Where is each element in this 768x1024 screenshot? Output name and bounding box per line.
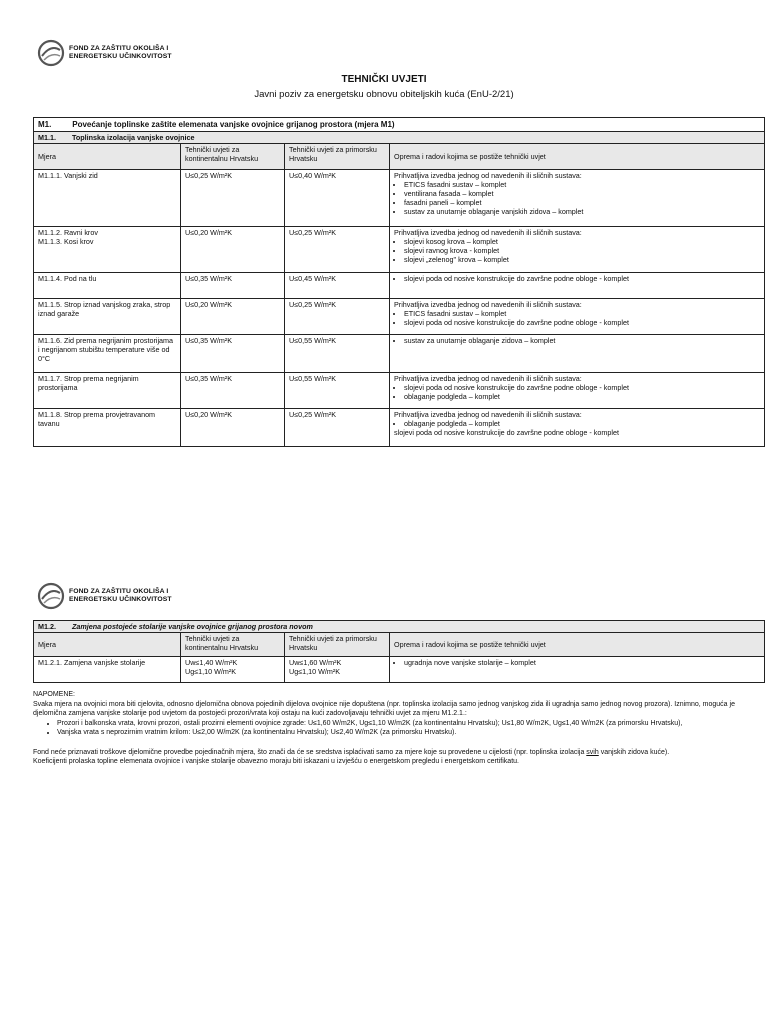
notes-paragraph: Svaka mjera na ovojnici mora biti cjelovita, odnosno djelomična obnova pojedinih dijelova ovojnice nije dopuštena (npr. toplinska izolacija samo jednog vanjskog zida ili ugradnja samo jednog novog prozora). Iznimno, moguća je djelomična zamjena vanjske stolarije pod uvjetom da postojeći prozori/vrata koji ostaju na kući zadovoljavaju tehnički uvjet za mjeru M1.2.1.: [33,700,735,717]
row-mjera [34,227,181,273]
row-oprema [390,409,765,447]
list-item: • oblaganje podgleda – komplet [404,419,760,428]
row-oprema [390,657,765,683]
row-intro: Prihvatljiva izvedba jednog od navedenih ili sličnih sustava: [394,374,582,383]
table-row [34,227,765,273]
list-item: • slojevi poda od nosive konstrukcije do završne podne obloge - komplet [404,318,760,327]
row-prim: U≤0,40 W/m²K [285,170,390,227]
row-oprema [390,299,765,335]
row-kont-line: Uw≤1,40 W/m²K [185,658,238,667]
row-prim: U≤0,25 W/m²K [285,409,390,447]
logo-line-1: FOND ZA ZAŠTITU OKOLIŠA I [69,587,169,595]
m12-table [33,620,765,683]
list-item: • slojevi ravnog krova - komplet [404,246,760,255]
table-row [34,335,765,373]
title-block [0,74,768,100]
list-item: • ventilirana fasada – komplet [404,189,760,198]
row-oprema [390,273,765,299]
row-prim: U≤0,25 W/m²K [285,299,390,335]
m12-title: Zamjena postojeće stolarije vanjske ovojnice grijanog prostora novom [72,622,313,631]
col-header-mjera: Mjera [34,144,181,170]
table-header-row [34,633,765,657]
notes-paragraph: Koeficijenti prolaska topline elemenata ovojnice i vanjske stolarije obavezno moraju biti iskazani u izvješću o energetskom pregledu i energetskom certifikatu. [33,758,519,765]
fund-logo [36,581,172,611]
table-row [34,657,765,683]
notes-bullet: • Prozori i balkonska vrata, krovni prozori, ostali prozirni elementi ovojnice zgrade: U≤1,60 W/m2K, Ug≤1,10 W/m2K (za kontinentalnu Hrvatsku); U≤1,80 W/m2K, Ug≤1,40 W/m2K (za primorsku Hrvatsku), [57,719,764,729]
table-row [34,273,765,299]
col-header-kont: Tehnički uvjeti za kontinentalnu Hrvatsku [181,144,285,170]
m11-code: M1.1. [38,133,56,142]
list-item: • slojevi kosog krova – komplet [404,237,760,246]
table-row [34,170,765,227]
list-item: • slojevi poda od nosive konstrukcije do završne podne obloge - komplet [404,383,760,392]
col-header-mjera: Mjera [34,633,181,657]
notes-paragraph [33,748,764,758]
list-item: • ETICS fasadni sustav – komplet [404,309,760,318]
row-mjera: M1.1.4. Pod na tlu [34,273,181,299]
row-kont-line: Ug≤1,10 W/m²K [185,667,237,676]
row-prim-line: Ug≤1,10 W/m²K [289,667,341,676]
list-item: • sustav za unutarnje oblaganje zidova – komplet [404,336,760,345]
logo-line-2: ENERGETSKU UČINKOVITOST [69,53,172,60]
row-mjera: M1.1.5. Strop iznad vanjskog zraka, strop iznad garaže [34,299,181,335]
row-kont: U≤0,35 W/m²K [181,373,285,409]
m1-title: Povećanje toplinske zaštite elemenata vanjske ovojnice grijanog prostora (mjera M1) [72,120,395,129]
col-header-oprema: Oprema i radovi kojima se postiže tehnički uvjet [390,633,765,657]
col-header-prim: Tehnički uvjeti za primorsku Hrvatsku [285,633,390,657]
list-item: • ETICS fasadni sustav – komplet [404,180,760,189]
m1-code: M1. [38,120,52,129]
row-mjera: M1.2.1. Zamjena vanjske stolarije [34,657,181,683]
row-mjera: M1.1.7. Strop prema negrijanim prostorijama [34,373,181,409]
fund-emblem-icon [36,38,66,68]
logo-line-1: FOND ZA ZAŠTITU OKOLIŠA I [69,44,169,52]
col-header-oprema: Oprema i radovi kojima se postiže tehnički uvjet [390,144,765,170]
col-header-kont: Tehnički uvjeti za kontinentalnu Hrvatsku [181,633,285,657]
list-item: • fasadni paneli – komplet [404,198,760,207]
notes-text: Fond neće priznavati troškove djelomične provedbe pojedinačnih mjera, što znači da će se sredstva isplaćivati samo za mjere koje su provedene u cijelosti (npr. toplinska izolacija [33,748,587,756]
row-prim: U≤0,45 W/m²K [285,273,390,299]
table-row [34,299,765,335]
col-header-prim: Tehnički uvjeti za primorsku Hrvatsku [285,144,390,170]
table-row [34,373,765,409]
row-kont [181,657,285,683]
notes-section [33,690,764,767]
list-item: • sustav za unutarnje oblaganje vanjskih zidova – komplet [404,207,760,216]
page-subtitle: Javni poziv za energetsku obnovu obiteljskih kuća (EnU-2/21) [254,89,514,100]
row-prim-line: Uw≤1,60 W/m²K [289,658,342,667]
row-mjera: M1.1.8. Strop prema provjetravanom tavanu [34,409,181,447]
notes-heading: NAPOMENE: [33,691,76,698]
notes-underlined: svih [586,748,599,756]
row-prim: U≤0,25 W/m²K [285,227,390,273]
list-item: • oblaganje podgleda – komplet [404,392,760,401]
row-outro: slojevi poda od nosive konstrukcije do završne podne obloge - komplet [394,428,619,437]
list-item: • slojevi „zelenog" krova – komplet [404,255,760,264]
row-kont: U≤0,20 W/m²K [181,409,285,447]
logo-line-2: ENERGETSKU UČINKOVITOST [69,596,172,603]
page-title: TEHNIČKI UVJETI [341,74,427,85]
row-prim: U≤0,55 W/m²K [285,373,390,409]
row-intro: Prihvatljiva izvedba jednog od navedenih ili sličnih sustava: [394,171,582,180]
row-oprema [390,335,765,373]
row-kont: U≤0,35 W/m²K [181,335,285,373]
row-prim [285,657,390,683]
row-mjera-line: M1.1.3. Kosi krov [38,237,94,246]
row-kont: U≤0,25 W/m²K [181,170,285,227]
row-prim: U≤0,55 W/m²K [285,335,390,373]
fund-logo [36,38,172,68]
row-kont: U≤0,20 W/m²K [181,227,285,273]
row-intro: Prihvatljiva izvedba jednog od navedenih ili sličnih sustava: [394,300,582,309]
row-intro: Prihvatljiva izvedba jednog od navedenih ili sličnih sustava: [394,410,582,419]
m11-title: Toplinska izolacija vanjske ovojnice [72,133,195,142]
notes-text: vanjskih zidova kuće). [598,748,670,756]
m1-heading-row [34,118,765,132]
m1-table [33,117,765,447]
row-mjera-line: M1.1.2. Ravni krov [38,228,98,237]
row-intro: Prihvatljiva izvedba jednog od navedenih ili sličnih sustava: [394,228,582,237]
row-oprema [390,227,765,273]
row-kont: U≤0,35 W/m²K [181,273,285,299]
m11-heading-row [34,132,765,144]
row-mjera: M1.1.6. Zid prema negrijanim prostorijama i negrijanom stubištu temperature više od 0°C [34,335,181,373]
row-kont: U≤0,20 W/m²K [181,299,285,335]
row-oprema [390,170,765,227]
list-item: • slojevi poda od nosive konstrukcije do završne podne obloge - komplet [404,274,760,283]
list-item: • ugradnja nove vanjske stolarije – komplet [404,658,760,667]
table-header-row [34,144,765,170]
notes-bullet: • Vanjska vrata s neprozirnim vratnim krilom: U≤2,00 W/m2K (za kontinentalnu Hrvatsku); U≤2,40 W/m2K (za primorsku Hrvatsku). [57,728,764,738]
fund-emblem-icon [36,581,66,611]
table-row [34,409,765,447]
m12-heading-row [34,621,765,633]
row-oprema [390,373,765,409]
row-mjera: M1.1.1. Vanjski zid [34,170,181,227]
m12-code: M1.2. [38,622,56,631]
